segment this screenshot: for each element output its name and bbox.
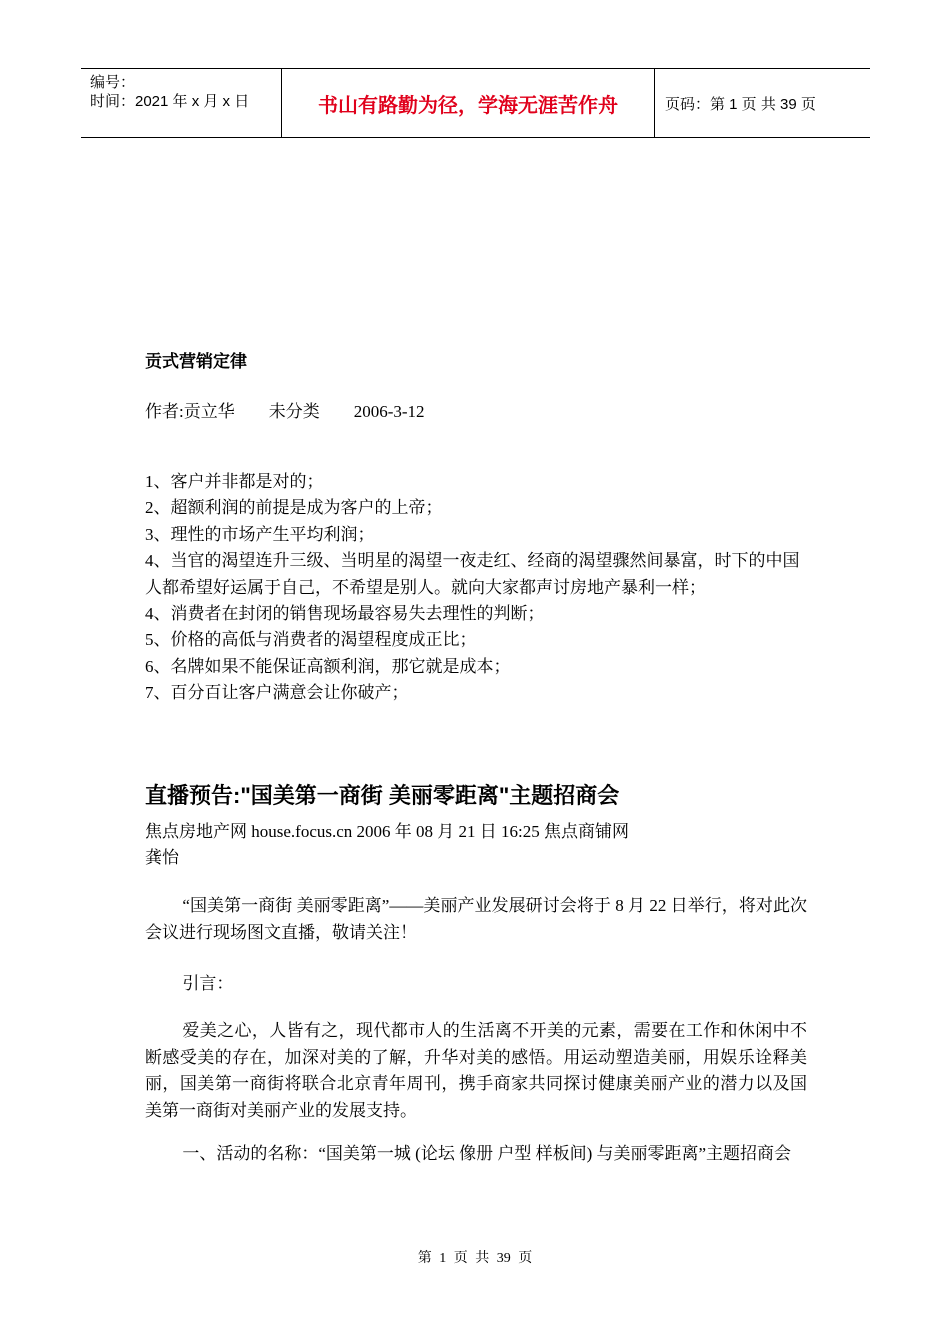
list-item: 6、名牌如果不能保证高额利润，那它就是成本； xyxy=(145,656,511,676)
document-header xyxy=(81,68,870,138)
paragraph: “国美第一商街 美丽零距离”——美丽产业发展研讨会将于 8 月 22 日举行，将对此次会议进行现场图文直播，敬请关注！ xyxy=(145,896,807,942)
time-label: 时间：2021 年 x 月 x 日 xyxy=(90,93,250,110)
list-item: 5、价格的高低与消费者的渴望程度成正比； xyxy=(145,630,477,650)
list-item: 4、当官的渴望连升三级、当明星的渴望一夜走红、经商的渴望骤然间暴富，时下的中国人都希望好运属于自己，不希望是别人。就向大家都声讨房地产暴利一样； xyxy=(145,551,800,597)
article-source xyxy=(145,819,807,871)
page-footer: 第 1 页 共 39 页 xyxy=(417,1251,533,1266)
list-item: 4、消费者在封闭的销售现场最容易失去理性的判断； xyxy=(145,604,545,624)
author-name: 龚怡 xyxy=(145,848,179,867)
source-line: 焦点房地产网 house.focus.cn 2006 年 08 月 21 日 16:25 焦点商铺网 xyxy=(145,822,630,841)
article-meta: 作者:贡立华 未分类 2006-3-12 xyxy=(145,402,425,421)
header-motto: 书山有路勤为径，学海无涯苦作舟 xyxy=(318,94,618,117)
paragraph: 引言： xyxy=(182,974,234,993)
header-meta xyxy=(90,73,249,111)
list-item: 3、理性的市场产生平均利润； xyxy=(145,524,375,544)
number-label: 编号： xyxy=(90,74,136,91)
paragraph: 爱美之心，人皆有之，现代都市人的生活离不开美的元素，需要在工作和休闲中不断感受美的存在，加深对美的了解，升华对美的感悟。用运动塑造美丽，用娱乐诠释美丽，国美第一商街将联合北京青年周刊，携手商家共同探讨健康美丽产业的潜力以及国美第一商街对美丽产业的发展支持。 xyxy=(145,1021,807,1120)
list-item: 7、百分百让客户满意会让你破产； xyxy=(145,683,409,703)
header-page-info: 页码：第 1 页 共 39 页 xyxy=(665,95,816,113)
article-headline: 直播预告:"国美第一商街 美丽零距离"主题招商会 xyxy=(145,783,620,808)
list-item: 2、超额利润的前提是成为客户的上帝； xyxy=(145,498,443,518)
article-title: 贡式营销定律 xyxy=(145,352,247,371)
header-divider xyxy=(654,69,655,137)
rules-list xyxy=(145,469,807,707)
list-item: 1、客户并非都是对的； xyxy=(145,472,324,491)
paragraph: 一、活动的名称：“国美第一城 (论坛 像册 户型 样板间) 与美丽零距离”主题招商会 xyxy=(182,1144,792,1163)
